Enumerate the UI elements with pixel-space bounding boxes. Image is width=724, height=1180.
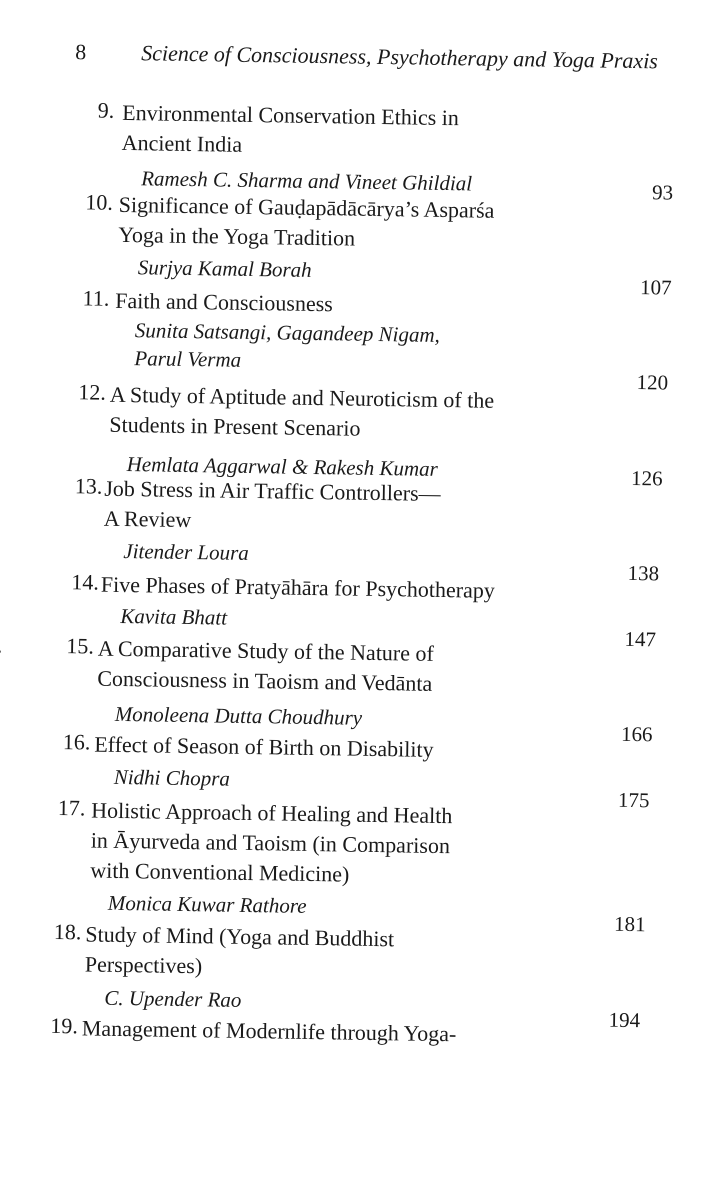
entry-title-line: Yoga in the Yoga Tradition	[118, 221, 356, 251]
entry-page-number: 147	[624, 626, 657, 652]
entry-number: 17.	[57, 795, 86, 821]
entry-title-line: Environmental Conservation Ethics in	[122, 99, 460, 131]
entry-title-line: Faith and Consciousness	[115, 287, 334, 317]
entry-title-line: Management of Modernlife through Yoga-	[81, 1015, 457, 1047]
entry-number: 12.	[78, 379, 107, 405]
entry-title-line: Five Phases of Pratyāhāra for Psychotherapy	[100, 571, 496, 603]
entry-author: Monoleena Dutta Choudhury	[114, 701, 363, 730]
entry-author: C. Upender Rao	[104, 985, 242, 1012]
entry-title-line: Perspectives)	[84, 951, 203, 979]
entry-title-line: with Conventional Medicine)	[90, 857, 350, 887]
entry-number: 14.	[71, 569, 100, 595]
entry-author: Monica Kuwar Rathore	[107, 890, 307, 918]
entry-page-number: 175	[617, 787, 650, 813]
entry-number: 19.	[50, 1012, 79, 1039]
entry-number: 10.	[85, 189, 114, 215]
entry-number: 18.	[53, 918, 82, 945]
page-number: 8	[75, 39, 87, 65]
entry-author: Surjya Kamal Borah	[137, 255, 312, 282]
entry-title-line: A Study of Aptitude and Neuroticism of the	[109, 381, 495, 413]
entry-number: 11.	[82, 285, 110, 311]
entry-title-line: Significance of Gauḍapādācārya’s Asparśa	[118, 191, 495, 223]
entry-page-number: 166	[620, 721, 653, 747]
entry-author: Sunita Satsangi, Gagandeep Nigam,	[134, 318, 441, 347]
entry-page-number: 120	[636, 370, 669, 395]
entry-page-number: 181	[613, 911, 646, 937]
entry-title-line: Ancient India	[121, 129, 243, 157]
scan-speck	[0, 650, 1, 653]
entry-author: Kavita Bhatt	[120, 603, 228, 630]
entry-title-line: A Review	[103, 505, 192, 533]
entry-page-number: 126	[630, 465, 663, 491]
entry-title-line: A Comparative Study of the Nature of	[97, 635, 435, 666]
entry-title-line: Job Stress in Air Traffic Controllers—	[104, 475, 441, 506]
running-header-title: Science of Consciousness, Psychotherapy and Yoga Praxis	[140, 40, 659, 74]
entry-page-number: 107	[639, 275, 672, 300]
entry-title-line: Consciousness in Taoism and Vedānta	[97, 665, 433, 696]
entry-number: 9.	[97, 97, 115, 123]
entry-author: Jitender Loura	[123, 539, 249, 565]
entry-page-number: 194	[608, 1007, 641, 1033]
entry-author: Hemlata Aggarwal & Rakesh Kumar	[126, 452, 438, 481]
entry-author: Ramesh C. Sharma and Vineet Ghildial	[141, 166, 473, 196]
entry-title-line: Students in Present Scenario	[109, 411, 361, 441]
entry-number: 15.	[66, 633, 95, 659]
entry-title-line: Holistic Approach of Healing and Health	[91, 797, 453, 829]
entry-page-number: 138	[627, 560, 660, 586]
entry-author: Nidhi Chopra	[113, 764, 231, 791]
entry-author: Parul Verma	[134, 346, 242, 372]
entry-number: 13.	[74, 473, 103, 499]
entry-title-line: Study of Mind (Yoga and Buddhist	[85, 921, 395, 952]
entry-title-line: Effect of Season of Birth on Disability	[94, 731, 434, 762]
entry-page-number: 93	[651, 180, 674, 205]
entry-title-line: in Āyurveda and Taoism (in Comparison	[90, 827, 451, 859]
entry-number: 16.	[62, 729, 91, 755]
